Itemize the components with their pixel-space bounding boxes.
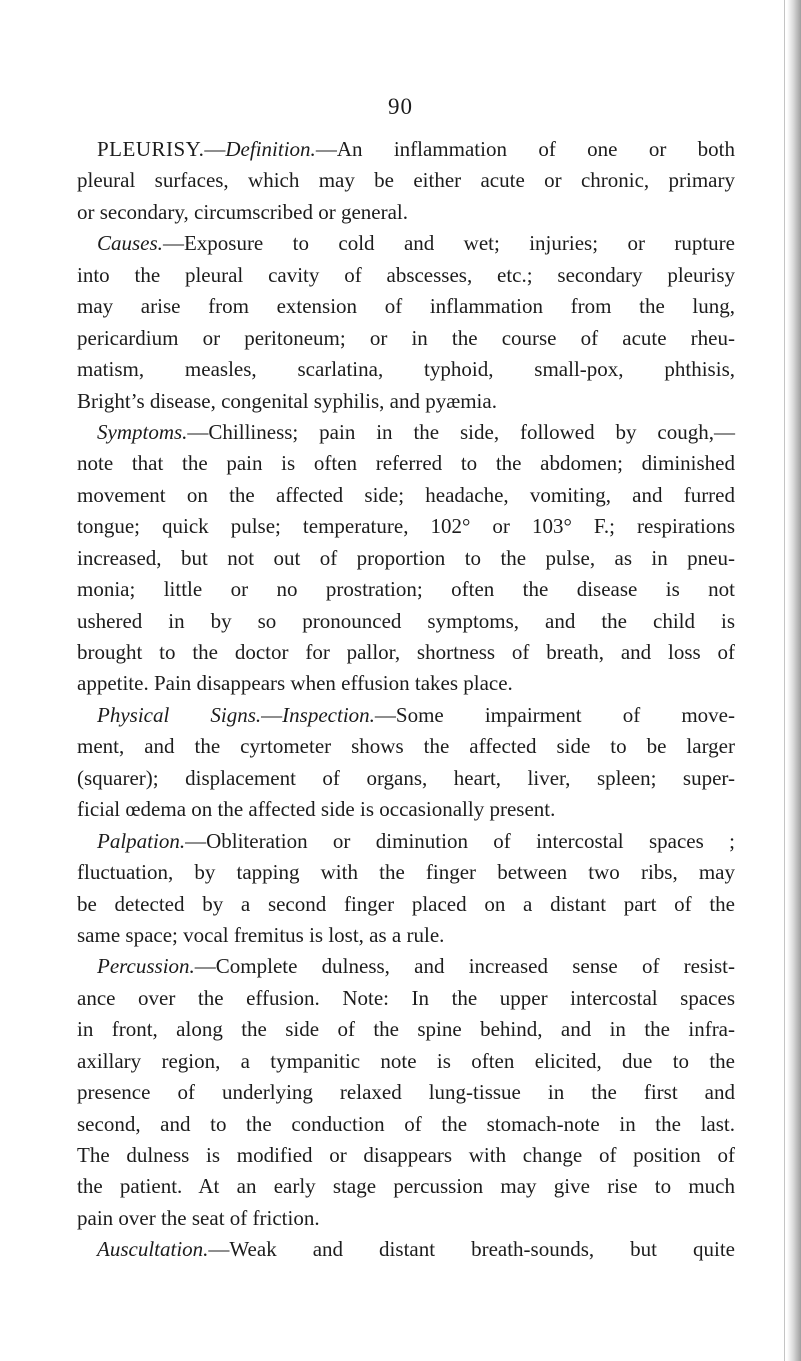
text-line: ance over the effusion. Note: In the upper intercostal spaces: [77, 985, 735, 1010]
text-line: fluctuation, by tapping with the finger between two ribs, may: [77, 860, 735, 885]
text-line: second, and to the conduction of the stomach-note in the last.: [77, 1111, 735, 1136]
text-line: pleural surfaces, which may be either acute or chronic, primary: [77, 168, 735, 193]
text-line: or secondary, circumscribed or general.: [77, 199, 408, 224]
text-line: monia; little or no prostration; often the disease is not: [77, 577, 735, 602]
section-heading: PLEURISY.: [97, 137, 205, 161]
text-line: The dulness is modified or disappears with change of position of: [77, 1143, 735, 1167]
text-line: ment, and the cyrtometer shows the affected side to be larger: [77, 734, 735, 759]
text-line: Auscultation.—Weak and distant breath-sounds, but quite: [97, 1237, 735, 1262]
subheading-palpation: Palpation.: [97, 828, 186, 853]
text-line: in front, along the side of the spine behind, and in the infra-: [77, 1017, 735, 1042]
text-line: into the pleural cavity of abscesses, etc.; secondary pleurisy: [77, 262, 735, 287]
text-line: Bright’s disease, congenital syphilis, and pyæmia.: [77, 388, 497, 413]
text-line: Percussion.—Complete dulness, and increased sense of resist-: [97, 954, 735, 979]
text-line: PLEURISY.—Definition.—An inflammation of one or both: [97, 137, 735, 161]
subheading-inspection: Inspection.: [282, 702, 375, 727]
page-number: 90: [388, 94, 413, 119]
body-text: [77, 134, 735, 1266]
text-line: may arise from extension of inflammation from the lung,: [77, 294, 735, 319]
text-line: appetite. Pain disappears when effusion takes place.: [77, 671, 513, 696]
subheading-physical-signs: Physical Signs.: [97, 702, 262, 727]
text-line: the patient. At an early stage percussion may give rise to much: [77, 1174, 735, 1199]
text-line: pain over the seat of friction.: [77, 1205, 320, 1230]
text-line: Palpation.—Obliteration or diminution of intercostal spaces ;: [97, 828, 735, 853]
text-line: note that the pain is often referred to the abdomen; diminished: [77, 451, 735, 476]
text-line: ushered in by so pronounced symptoms, and the child is: [77, 608, 735, 633]
text-line: increased, but not out of proportion to the pulse, as in pneu-: [77, 545, 735, 570]
text-line: same space; vocal fremitus is lost, as a rule.: [77, 922, 445, 947]
text-line: Symptoms.—Chilliness; pain in the side, followed by cough,—: [97, 419, 735, 444]
subheading-causes: Causes.: [97, 231, 163, 256]
text-line: brought to the doctor for pallor, shortness of breath, and loss of: [77, 640, 735, 664]
text-line: axillary region, a tympanitic note is often elicited, due to the: [77, 1048, 735, 1073]
subheading-auscultation: Auscultation.: [97, 1237, 209, 1262]
subheading-definition: Definition.: [225, 137, 316, 161]
page-edge-line: [784, 0, 785, 1361]
subheading-percussion: Percussion.: [97, 954, 195, 979]
text-line: tongue; quick pulse; temperature, 102° or 103° F.; respirations: [77, 514, 735, 539]
text-line: movement on the affected side; headache, vomiting, and furred: [77, 482, 735, 507]
text-line: Causes.—Exposure to cold and wet; injuries; or rupture: [97, 231, 735, 256]
text-line: pericardium or peritoneum; or in the course of acute rheu-: [77, 325, 735, 350]
subheading-symptoms: Symptoms.: [97, 419, 188, 444]
page-edge-shadow: [787, 0, 801, 1361]
text-line: (squarer); displacement of organs, heart, liver, spleen; super-: [77, 765, 735, 790]
text-line: presence of underlying relaxed lung-tissue in the first and: [77, 1080, 735, 1105]
text-line: be detected by a second finger placed on a distant part of the: [77, 891, 735, 916]
text-line: matism, measles, scarlatina, typhoid, small-pox, phthisis,: [77, 357, 735, 382]
text-line: ficial œdema on the affected side is occasionally present.: [77, 797, 556, 822]
text-line: Physical Signs.—Inspection.—Some impairment of move-: [97, 702, 735, 727]
